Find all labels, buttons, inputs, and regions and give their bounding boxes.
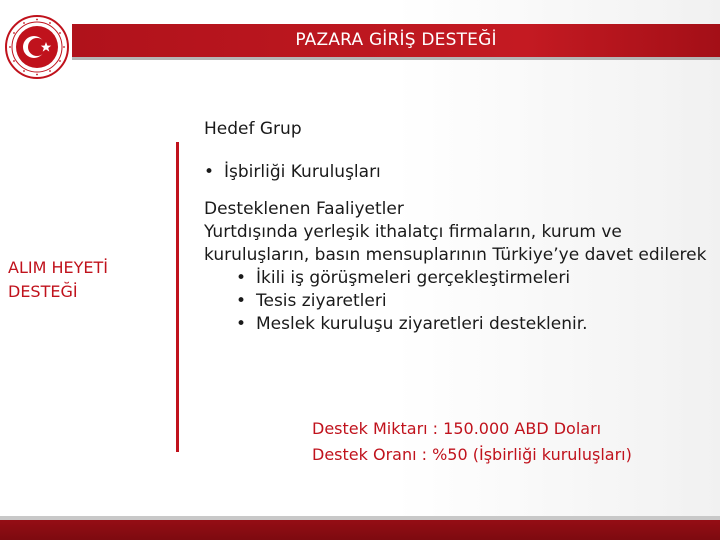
activities-list [236,267,714,336]
activities-description: Yurtdışında yerleşik ithalatçı firmaların, kurum ve kuruluşların, basın mensuplarının Türkiye’ye davet edilerek [204,222,707,265]
target-group-item [204,161,714,184]
title-bar [72,24,720,60]
bullet-icon: • [236,291,247,311]
section-label-line1: ALIM HEYETİ [8,258,108,277]
activity-item [236,290,714,313]
support-rate: Destek Oranı : %50 (İşbirliği kuruluşları) [312,445,632,464]
bullet-icon: • [236,314,247,334]
activity-item-label: Tesis ziyaretleri [256,291,387,311]
bullet-icon: • [236,268,247,288]
vertical-divider [176,142,179,452]
activity-item-label: İkili iş görüşmeleri gerçekleştirmeleri [256,268,571,288]
section-label [8,256,158,304]
footer-bar [0,516,720,540]
page-title: PAZARA GİRİŞ DESTEĞİ [295,30,497,50]
activity-item [236,267,714,290]
support-details [312,416,712,468]
target-group-item-label: İşbirliği Kuruluşları [224,162,381,182]
section-label-line2: DESTEĞİ [8,282,78,301]
activity-item-label: Meslek kuruluşu ziyaretleri desteklenir. [256,314,588,334]
support-amount: Destek Miktarı : 150.000 ABD Doları [312,419,602,438]
target-group-heading: Hedef Grup [204,119,302,139]
crescent-star-seal-icon [4,14,70,80]
activities-heading: Desteklenen Faaliyetler [204,199,404,219]
content-block [204,118,714,336]
bullet-icon: • [204,162,215,182]
activity-item [236,313,714,336]
